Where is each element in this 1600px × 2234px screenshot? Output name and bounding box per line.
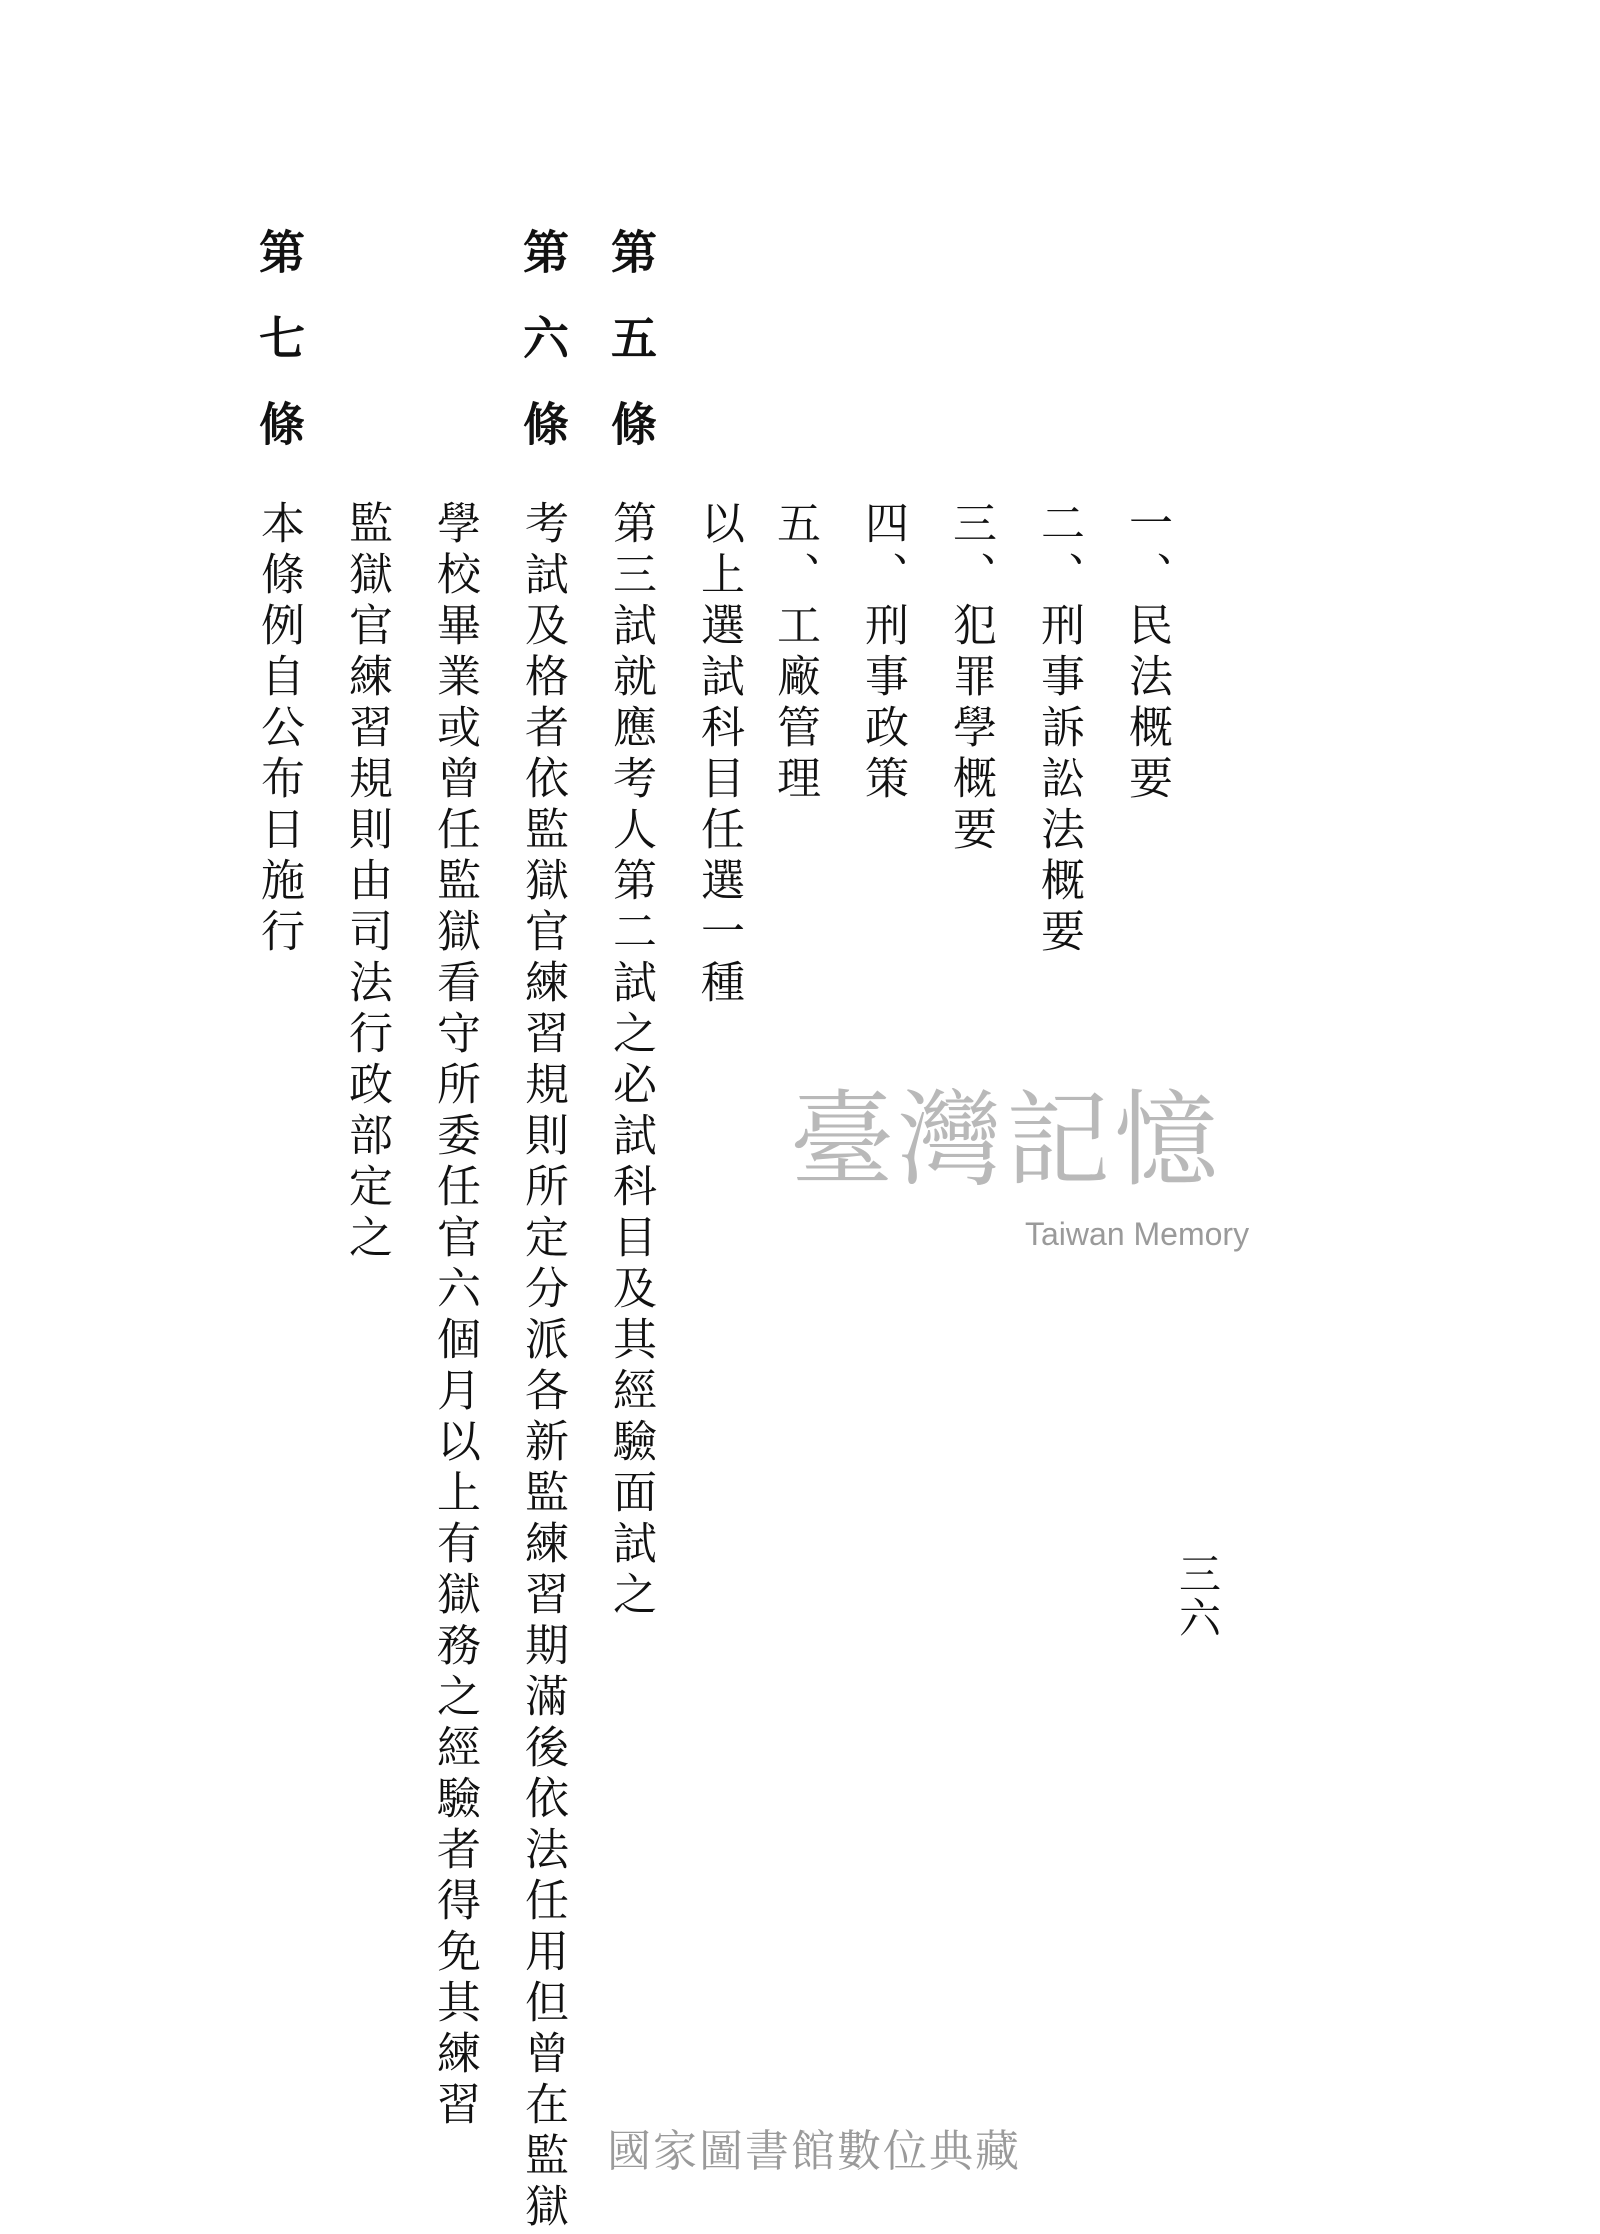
list-item: 二、刑事訴訟法概要 — [1033, 500, 1084, 959]
page-number: 三六 — [1173, 1552, 1222, 1640]
article-body-line: 監獄官練習規則由司法行政部定之 — [341, 500, 392, 1265]
watermark-logo-title: 臺灣記憶 — [790, 1079, 1223, 1201]
article-number: 第六條 — [516, 228, 570, 486]
list-item: 一、民法概要 — [1121, 500, 1172, 806]
list-item: 四、刑事政策 — [857, 500, 908, 806]
article-body-line: 考試及格者依監獄官練習規則所定分派各新監練習期滿後依法任用但曾在監獄 — [517, 500, 568, 2234]
article-body-line: 第三試就應考人第二試之必試科目及其經驗面試之 — [605, 500, 656, 1622]
article-number: 第五條 — [604, 228, 658, 486]
watermark-logo-subtitle: Taiwan Memory — [1025, 1216, 1250, 1252]
footer-credit: 國家圖書館數位典藏 — [607, 2126, 1021, 2177]
article-body-line: 本條例自公布日施行 — [253, 500, 304, 959]
article-body-line: 學校畢業或曾任監獄看守所委任官六個月以上有獄務之經驗者得免其練習 — [429, 500, 480, 2132]
list-item: 三、犯罪學概要 — [945, 500, 996, 857]
list-item: 五、工廠管理 — [769, 500, 820, 806]
article-number: 第七條 — [252, 228, 306, 486]
selection-note: 以上選試科目任選一種 — [693, 500, 744, 1010]
